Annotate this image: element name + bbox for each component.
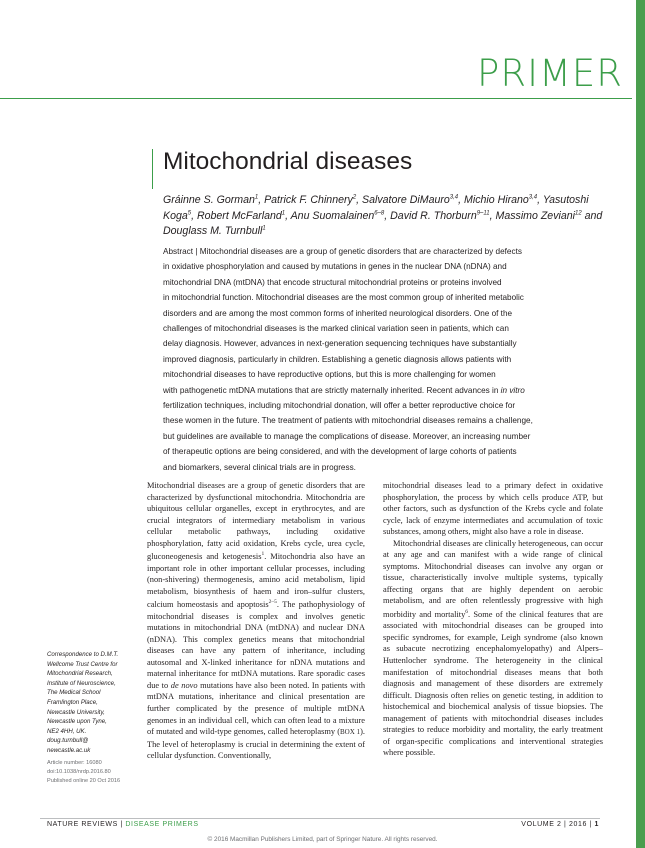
body-text: Mitochondrial diseases are a group of genetic disorders that are characterized by dysfunctional mitochondria. Mitochondria are ubiquitous cellular organelles, except in erythrocytes, and are crucial integrators of intermediary metabolism in various cellular metabolic pathways, including oxidative phosphorylation, fatty acid oxidation, Krebs cycle, urea cycle, gluconeogenesis and ketogenesis <box>147 481 365 562</box>
copyright-notice: © 2016 Macmillan Publishers Limited, part of Springer Nature. All rights reserved. <box>207 836 438 843</box>
body-text: ). The level of heteroplasmy is crucial in determining the extent of cellular dysfunction. Conventionally, <box>147 727 365 761</box>
email-link[interactable]: doug.turnbull@ <box>47 737 89 745</box>
correspondence-line: Institute of Neuroscience, <box>47 679 116 687</box>
journal-name-main: NATURE REVIEWS | <box>47 821 126 828</box>
author-separator: , <box>458 194 465 206</box>
author-name: Douglass M. Turnbull <box>163 225 263 237</box>
email-link[interactable]: newcastle.ac.uk <box>47 746 91 754</box>
correspondence-line: Framlington Place, <box>47 698 98 706</box>
abstract-line: and biomarkers, several clinical trials are in progress. <box>163 462 356 472</box>
body-column-left <box>147 480 365 762</box>
correspondence-line: Correspondence to D.M.T. <box>47 651 119 658</box>
author-affiliation: 5 <box>187 209 192 216</box>
abstract-line: challenges of mitochondrial diseases is the marked clinical variation seen in patients, which can <box>163 324 509 334</box>
citation[interactable]: 6 <box>465 609 469 616</box>
body-text: mutations have also been noted. In patients with mtDNA mutations, inheritance and clinical presentation are further complicated by the presence of multiple mtDNA genomes in an individual cell, which can often lead to a mixture of mutated and wild-type genomes, called heteroplasmy ( <box>147 680 366 737</box>
author-affiliation: 6–8 <box>374 209 385 216</box>
correspondence-line: The Medical School <box>47 689 101 697</box>
footer-rule <box>40 818 600 819</box>
author-separator: and <box>581 209 603 222</box>
correspondence-line: NE2 4HH, UK. <box>47 727 87 735</box>
body-text: . Mitochondria also have an important role in other important cellular processes, including (non-shivering) thermogenesis, amino acid metabolism, lipid metabolism, biosynthesis of haem and iron–sulfur clusters, calcium homeostasis and apoptosis <box>147 552 365 610</box>
author-name: Yasutoshi Koga <box>163 194 589 222</box>
header-rule <box>0 98 632 99</box>
page-number: 1 <box>594 821 599 828</box>
abstract-italic: in vitro <box>500 385 525 395</box>
paragraph: mitochondrial diseases lead to a primary defect in oxidative phosphorylation, the process by which cells produce ATP, but other factors, such as dysfunction of the Krebs cycle and folate cycle, lack of enzyme intermediates and accumulation of toxic substances, among others, might also have a role in disease. <box>383 481 603 537</box>
author-separator: , <box>258 194 265 206</box>
author-name: Anu Suomalainen <box>290 209 375 222</box>
author-name: Salvatore DiMauro <box>362 194 450 206</box>
author-name: Patrick F. Chinnery <box>264 194 353 206</box>
abstract-line: in oxidative phosphorylation and caused by mutations in genes in the nuclear DNA (nDNA) and <box>163 262 507 272</box>
doi-link[interactable]: doi:10.1038/nrdp.2016.80 <box>47 769 111 776</box>
author-separator: , <box>537 194 543 206</box>
journal-name-series: DISEASE PRIMERS <box>125 821 199 828</box>
abstract-line: improved diagnosis, particularly in children. Establishing a genetic diagnosis allows patients with <box>163 354 512 364</box>
abstract-line: fertilization techniques, including mitochondrial donation, will offer a better reproductive choice for <box>163 401 516 411</box>
body-italic: de novo <box>170 680 198 690</box>
author-name: Massimo Zeviani <box>495 209 575 222</box>
abstract-line: Abstract | Mitochondrial diseases are a group of genetic disorders that are characterized by defects <box>163 247 522 256</box>
body-text: Mitochondrial diseases are clinically heterogeneous, can occur at any age and can manifest with a wide range of clinical symptoms. Mitochondrial diseases can involve any organ or tissue, characteristically involve multiple systems, typically affecting organs that are highly dependent on aerobic metabolism, and are often relentlessly progressive with high morbidity and mortality <box>383 538 603 619</box>
article-meta <box>47 759 145 787</box>
author-list <box>163 193 603 240</box>
citation[interactable]: 2–5 <box>268 599 277 606</box>
author-name: David R. Thorburn <box>390 209 477 222</box>
correspondence-line: Wellcome Trust Centre for <box>47 660 118 668</box>
abstract-line: mitochondrial diseases to have reproductive options, but this is more challenging for women <box>163 370 496 380</box>
author-affiliation: 3,4 <box>528 194 538 201</box>
abstract-label: Abstract | <box>163 247 200 256</box>
author-affiliation: 1 <box>254 194 259 201</box>
author-affiliation: 12 <box>575 209 582 216</box>
author-affiliation: 2 <box>352 194 357 201</box>
article-title: Mitochondrial diseases <box>163 148 413 175</box>
author-affiliation: 1 <box>281 209 286 216</box>
abstract-line: but guidelines are available to manage the complications of disease. Moreover, an increasing number <box>163 431 531 441</box>
body-text: . The pathophysiology of mitochondrial diseases is complex and involves genetic mutations in mitochondrial DNA (mtDNA) and nuclear DNA (nDNA). This complex genetics means that mitochondrial diseases can have any pattern of inheritance, including autosomal and X-linked inheritance for nDNA mutations and maternal inheritance for mtDNA mutations. Rare sporadic cases due to <box>147 600 365 690</box>
title-accent-line <box>152 149 153 189</box>
abstract-line: of therapeutic options are being considered, and with the development of large cohorts of patients <box>163 447 517 457</box>
author-separator: , <box>384 209 391 222</box>
author-affiliation: 1 <box>262 225 266 232</box>
journal-name <box>47 821 199 828</box>
abstract-line: these women in the future. The treatment of patients with mitochondrial diseases remains a challenge, <box>163 416 533 426</box>
author-separator: , <box>191 209 197 222</box>
abstract <box>163 244 608 475</box>
abstract-line: disorders and are among the most common forms of inherited neurological disorders. One of the <box>163 308 513 318</box>
meta-line: Published online 20 Oct 2016 <box>47 778 121 785</box>
abstract-line: with pathogenetic mtDNA mutations that are strictly maternally inherited. Recent advances in in vitro <box>163 385 525 395</box>
green-edge-bar <box>636 0 645 848</box>
correspondence-block <box>47 650 145 756</box>
author-separator: , <box>356 194 363 206</box>
meta-line: Article number: 16080 <box>47 760 102 766</box>
box-link[interactable]: BOX 1 <box>340 728 361 737</box>
volume-year: VOLUME 2 | 2016 | <box>521 821 595 828</box>
author-name: Gráinne S. Gorman <box>163 194 255 206</box>
abstract-line: in mitochondrial function. Mitochondrial diseases are the most common group of inherited metabolic <box>163 293 524 303</box>
author-separator: , <box>489 209 496 222</box>
paragraph <box>383 538 603 759</box>
volume-info <box>521 821 599 828</box>
author-affiliation: 9–11 <box>476 209 490 216</box>
author-separator: , <box>285 209 291 222</box>
primer-label: PRIMER <box>477 52 623 95</box>
author-name: Michio Hirano <box>464 194 529 206</box>
body-text: . Some of the clinical features that are associated with mitochondrial diseases can be grouped into specific syndromes, for example, Leigh syndrome (also known as subacute necrotizing encephalomyelopathy) and Alpers–Huttenlocher syndrome. The heterogeneity in the clinical manifestation of mitochondrial diseases means that both diagnosis and management of these disorders are extremely difficult. Diagnosis often relies on genetic testing, in addition to histochemical and biochemical analysis of tissue biopsies. The management of patients with mitochondrial diseases includes strategies to reduce morbidity and mortality, the early treatment of organ-specific complications and interventional strategies where possible. <box>383 609 603 758</box>
abstract-line: delay diagnosis. However, advances in next-generation sequencing techniques have substantially <box>163 339 517 349</box>
body-column-right <box>383 480 603 759</box>
abstract-line: mitochondrial DNA (mtDNA) that encode structural mitochondrial proteins or proteins involved <box>163 277 502 287</box>
correspondence-line: Newcastle University, <box>47 708 105 716</box>
author-name: Robert McFarland <box>196 209 282 222</box>
correspondence-line: Mitochondrial Research, <box>47 670 113 678</box>
author-affiliation: 3,4 <box>449 194 459 201</box>
correspondence-line: Newcastle upon Tyne, <box>47 718 107 726</box>
citation[interactable]: 1 <box>261 551 265 558</box>
